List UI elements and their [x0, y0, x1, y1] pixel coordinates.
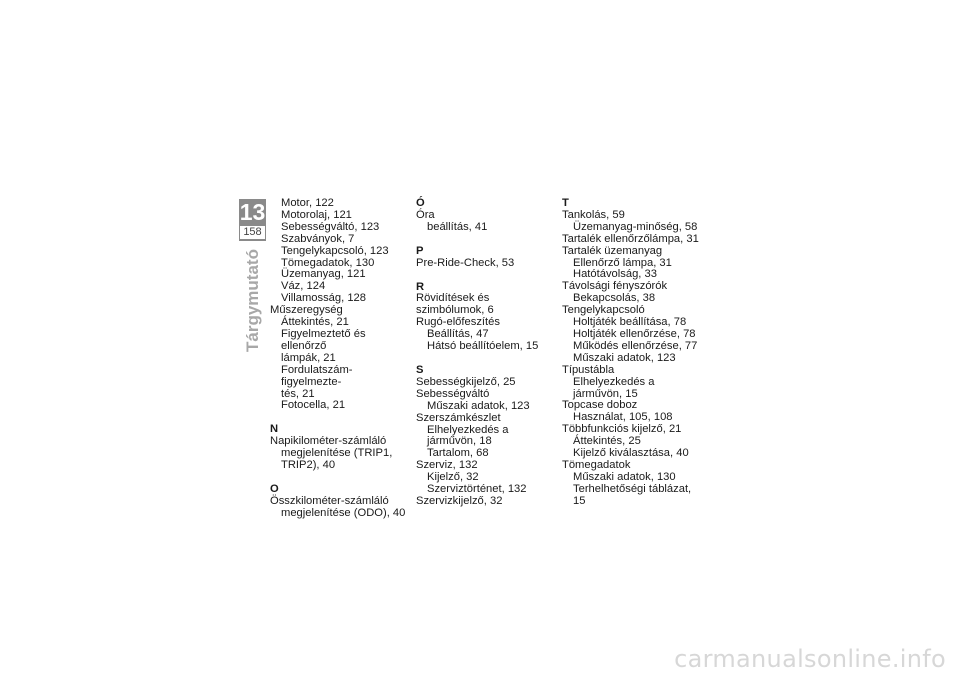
index-entry: Rövidítések és szimbólumok, 6 [416, 292, 494, 317]
index-entry: Szerviz, 132 [416, 459, 478, 472]
index-subentry: Tömegadatok, 130 [281, 256, 375, 269]
index-subentry: megjelenítése (ODO), 40 [281, 506, 406, 519]
index-subentry: Üzemanyag, 121 [281, 268, 366, 281]
index-entry: Sebességváltó [416, 387, 490, 400]
index-subentry: Villamosság, 128 [281, 292, 366, 305]
index-subentry: Fotocella, 21 [281, 399, 346, 412]
chapter-badge [239, 199, 266, 241]
index-subentry: Motorolaj, 121 [281, 208, 352, 221]
index-subentry: Üzemanyag-minőség, 58 [573, 220, 698, 233]
index-entry: Többfunkciós kijelző, 21 [562, 423, 682, 436]
index-subentry: TRIP2), 40 [281, 459, 336, 472]
index-subentry: Műszaki adatok, 123 [573, 351, 676, 364]
index-subentry: Motor, 122 [281, 197, 334, 209]
index-entry: Rugó-előfeszítés [416, 316, 500, 329]
index-entry: Tankolás, 59 [562, 208, 625, 221]
index-subentry: Elhelyezkedés a járművön, 15 [573, 375, 655, 400]
index-subentry: lámpák, 21 [281, 351, 336, 364]
index-subentry: Elhelyezkedés a járművön, 18 [427, 423, 509, 448]
index-entry: Sebességkijelző, 25 [416, 375, 516, 388]
index-entry: Szervizkijelző, 32 [416, 494, 503, 507]
index-entry: Összkilométer-számláló [270, 494, 389, 507]
index-column-3 [562, 198, 702, 508]
index-subentry: Szabványok, 7 [281, 232, 355, 245]
watermark: carmanualsonline.info [674, 645, 946, 673]
index-subentry: Ellenőrző lámpa, 31 [573, 256, 672, 269]
index-subentry: Tengelykapcsoló, 123 [281, 244, 389, 257]
index-letter-heading: T [562, 197, 569, 209]
index-letter-heading: O [270, 482, 279, 495]
index-subentry: Beállítás, 47 [427, 328, 489, 341]
index-letter-heading: P [416, 244, 424, 257]
index-letter-heading: R [416, 280, 425, 293]
index-entry: Pre-Ride-Check, 53 [416, 256, 515, 269]
index-subentry: Bekapcsolás, 38 [573, 292, 656, 305]
index-column-2 [416, 198, 556, 508]
index-subentry: Működés ellenőrzése, 77 [573, 339, 698, 352]
index-entry: Napikilométer-számláló [270, 435, 387, 448]
index-entry: Tartalék üzemanyag [562, 244, 663, 257]
index-entry: Távolsági fényszórók [562, 280, 668, 293]
index-subentry: Használat, 105, 108 [573, 411, 673, 424]
index-subentry: Fordulatszám-figyelmezte- [281, 363, 353, 388]
index-subentry: Műszaki adatok, 130 [573, 470, 676, 483]
index-entry: Műszeregység [270, 304, 343, 317]
index-subentry: Figyelmeztető és ellenőrző [281, 327, 366, 352]
index-letter-heading: S [416, 363, 424, 376]
section-title-vertical: Tárgymutató [243, 249, 262, 352]
index-subentry: Kijelző kiválasztása, 40 [573, 447, 689, 460]
index-entry: Tengelykapcsoló [562, 304, 645, 317]
index-subentry: Holtjáték ellenőrzése, 78 [573, 327, 696, 340]
index-subentry: Hátsó beállítóelem, 15 [427, 340, 539, 353]
index-entry: Tartalék ellenőrzőlámpa, 31 [562, 232, 699, 245]
index-letter-heading: N [270, 423, 279, 436]
index-column-1 [270, 198, 406, 520]
index-letter-heading: Ó [416, 197, 425, 209]
index-subentry: Tartalom, 68 [427, 447, 489, 460]
index-subentry: Szerviztörténet, 132 [427, 483, 527, 496]
index-entry: Topcase doboz [562, 399, 638, 412]
index-entry: Szerszámkészlet [416, 411, 501, 424]
index-entry: Tömegadatok [562, 458, 631, 471]
index-subentry: Kijelző, 32 [427, 471, 479, 484]
index-subentry: Sebességváltó, 123 [281, 220, 380, 233]
index-subentry: tés, 21 [281, 387, 315, 400]
index-subentry: Hatótávolság, 33 [573, 268, 657, 281]
index-subentry: Váz, 124 [281, 280, 326, 293]
index-entry: Óra [416, 208, 435, 221]
index-subentry: megjelenítése (TRIP1, [281, 447, 393, 460]
chapter-number: 13 [239, 199, 266, 225]
index-subentry: Terhelhetőségi táblázat, 15 [573, 482, 692, 507]
index-subentry: Áttekintés, 25 [573, 435, 641, 448]
index-subentry: beállítás, 41 [427, 220, 488, 233]
index-subentry: Műszaki adatok, 123 [427, 399, 530, 412]
page-number: 158 [240, 226, 265, 239]
index-entry: Típustábla [562, 363, 615, 376]
index-subentry: Holtjáték beállítása, 78 [573, 316, 687, 329]
index-subentry: Áttekintés, 21 [281, 316, 349, 329]
